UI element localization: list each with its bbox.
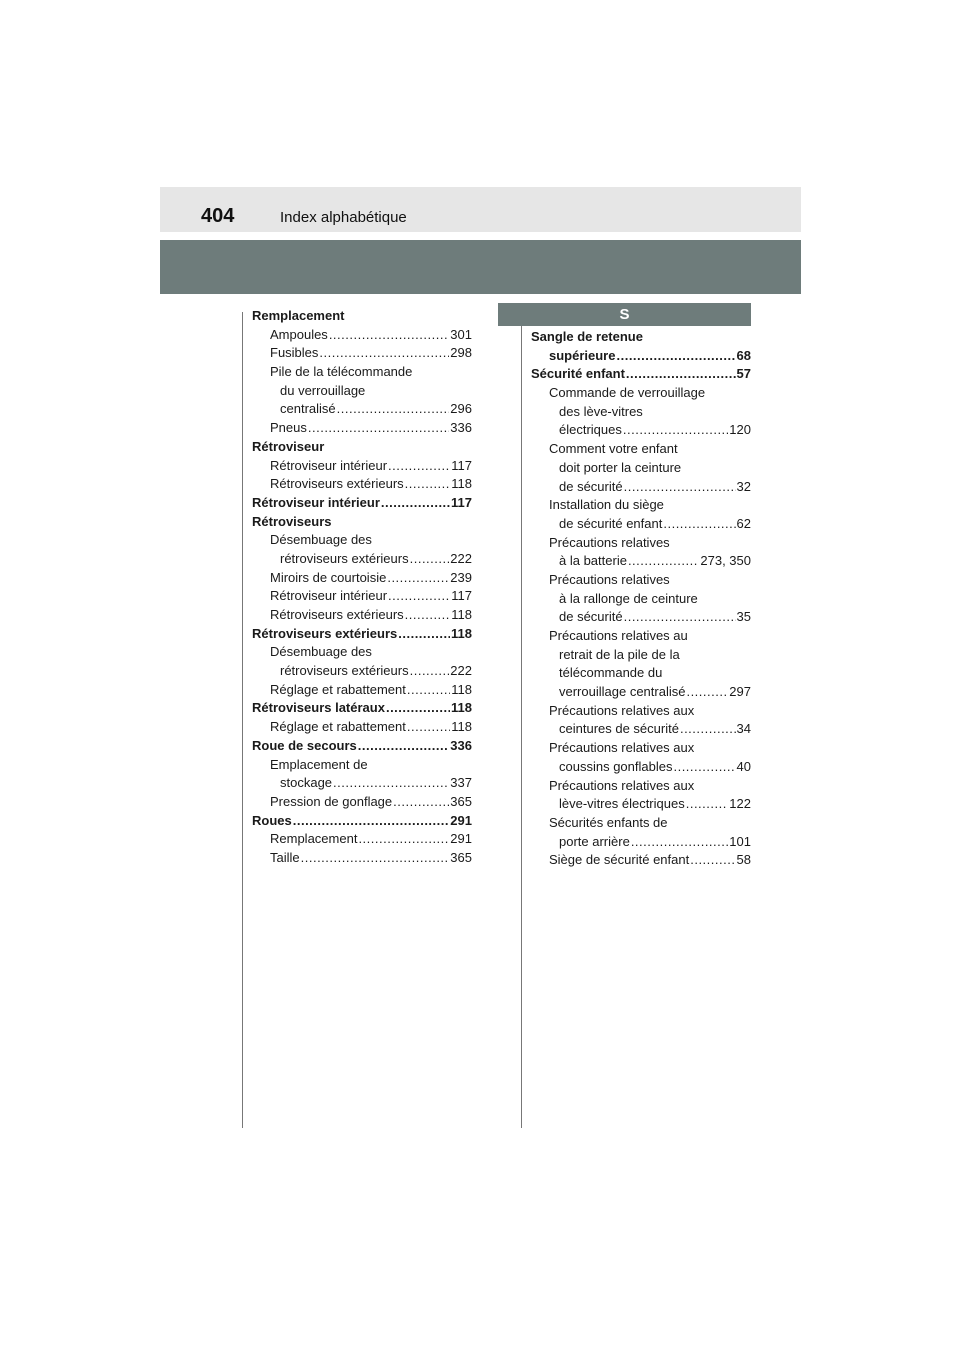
index-page-ref: 118 bbox=[451, 625, 472, 641]
index-entry bbox=[531, 702, 751, 721]
index-term: Rétroviseur bbox=[252, 438, 325, 454]
index-entry bbox=[252, 793, 472, 812]
index-page-ref: 336 bbox=[450, 420, 472, 436]
index-entry bbox=[531, 328, 751, 347]
dot-leader bbox=[358, 737, 450, 756]
index-entry bbox=[531, 403, 751, 422]
index-page-ref: 365 bbox=[450, 849, 472, 865]
index-page-ref: 118 bbox=[451, 476, 472, 492]
index-term: Précautions relatives bbox=[549, 571, 670, 587]
index-entry bbox=[531, 515, 751, 534]
index-entry bbox=[252, 475, 472, 494]
index-entry bbox=[531, 496, 751, 515]
index-page-ref: 120 bbox=[729, 422, 751, 438]
index-entry bbox=[252, 718, 472, 737]
index-entry bbox=[531, 459, 751, 478]
index-term: Rétroviseur intérieur bbox=[270, 588, 388, 604]
index-term: Rétroviseurs extérieurs bbox=[270, 607, 404, 622]
index-term: Pression de gonflage bbox=[270, 793, 393, 809]
index-term: Précautions relatives aux bbox=[549, 740, 695, 756]
index-term: Remplacement bbox=[270, 831, 358, 847]
index-term: Comment votre enfant bbox=[549, 441, 678, 457]
index-page-ref: 117 bbox=[451, 457, 472, 473]
index-entry bbox=[252, 737, 472, 756]
index-term: Taille bbox=[270, 849, 300, 865]
index-page-ref: 365 bbox=[450, 793, 472, 809]
dot-leader bbox=[673, 758, 735, 777]
index-term: Sangle de retenue bbox=[531, 329, 643, 344]
dot-leader bbox=[386, 699, 450, 718]
index-entry bbox=[531, 552, 751, 571]
dot-leader bbox=[407, 681, 450, 700]
index-term: Précautions relatives bbox=[549, 534, 670, 550]
index-entry bbox=[531, 478, 751, 497]
index-entry bbox=[252, 643, 472, 662]
dot-leader bbox=[663, 515, 735, 534]
index-entry bbox=[531, 683, 751, 702]
index-term: Roue de secours bbox=[252, 737, 357, 753]
dot-leader bbox=[626, 365, 736, 384]
index-entry bbox=[252, 438, 472, 457]
index-entry bbox=[252, 550, 472, 569]
index-term: coussins gonflables bbox=[559, 758, 673, 774]
dot-leader bbox=[329, 326, 449, 345]
index-term: Désembuage des bbox=[270, 644, 372, 660]
index-entry bbox=[531, 739, 751, 758]
index-entry bbox=[252, 774, 472, 793]
index-entry bbox=[531, 646, 751, 665]
index-entry bbox=[531, 814, 751, 833]
dot-leader bbox=[301, 849, 450, 868]
dot-leader bbox=[631, 833, 728, 852]
index-page-ref: 117 bbox=[451, 588, 472, 604]
index-page-ref: 301 bbox=[450, 326, 472, 342]
index-term: Rétroviseurs bbox=[252, 513, 332, 529]
index-entry bbox=[531, 664, 751, 683]
index-term: stockage bbox=[280, 775, 333, 791]
dot-leader bbox=[686, 683, 728, 702]
index-term: Réglage et rabattement bbox=[270, 719, 406, 735]
index-term: ceintures de sécurité bbox=[559, 721, 679, 737]
index-term: doit porter la ceinture bbox=[559, 459, 682, 475]
dot-leader bbox=[624, 478, 736, 497]
index-term: Sécurité enfant bbox=[531, 366, 625, 382]
index-page-ref: 117 bbox=[451, 494, 472, 510]
index-page-ref: 58 bbox=[736, 852, 751, 868]
dot-leader bbox=[405, 606, 451, 625]
index-entry bbox=[252, 830, 472, 849]
index-entry bbox=[252, 606, 472, 625]
index-page-ref: 40 bbox=[736, 758, 751, 774]
index-term: Rétroviseurs latéraux bbox=[252, 700, 385, 716]
index-term: Rétroviseur intérieur bbox=[270, 457, 388, 473]
index-entry bbox=[252, 812, 472, 831]
index-term: des lève-vitres bbox=[559, 403, 643, 419]
page-number: 404 bbox=[201, 205, 235, 227]
index-page-ref: 62 bbox=[736, 515, 751, 531]
index-page-ref: 337 bbox=[450, 775, 472, 791]
index-term: de sécurité bbox=[559, 478, 623, 494]
index-page-ref: 118 bbox=[451, 681, 472, 697]
index-page-ref: 336 bbox=[450, 737, 472, 753]
index-term: supérieure bbox=[549, 347, 616, 363]
index-entry bbox=[252, 531, 472, 550]
index-page-ref: 296 bbox=[450, 401, 472, 417]
index-entry bbox=[531, 608, 751, 627]
index-entry bbox=[531, 347, 751, 366]
index-term: électriques bbox=[559, 422, 622, 438]
index-entry bbox=[531, 758, 751, 777]
index-entry bbox=[252, 363, 472, 382]
index-entry bbox=[252, 587, 472, 606]
index-entry bbox=[531, 627, 751, 646]
index-term: Précautions relatives aux bbox=[549, 702, 695, 718]
index-entry bbox=[252, 344, 472, 363]
index-entry bbox=[252, 307, 472, 326]
column-divider-left bbox=[242, 312, 243, 1128]
index-term: Pile de la télécommande bbox=[270, 364, 413, 380]
index-term: retrait de la pile de la bbox=[559, 646, 680, 662]
index-page-ref: 118 bbox=[451, 719, 472, 735]
index-entry bbox=[252, 756, 472, 775]
index-entry bbox=[531, 795, 751, 814]
index-entry bbox=[252, 662, 472, 681]
dot-leader bbox=[628, 552, 699, 571]
index-page-ref: 118 bbox=[451, 607, 472, 622]
index-entry bbox=[252, 849, 472, 868]
section-letter-heading: S bbox=[498, 303, 751, 326]
dot-leader bbox=[308, 419, 449, 438]
index-entry bbox=[531, 421, 751, 440]
index-page-ref: 35 bbox=[736, 609, 751, 625]
index-term: du verrouillage bbox=[280, 382, 366, 398]
index-page-ref: 101 bbox=[729, 833, 751, 849]
index-term: à la rallonge de ceinture bbox=[559, 590, 698, 606]
dot-leader bbox=[398, 625, 450, 644]
index-term: Réglage et rabattement bbox=[270, 681, 406, 697]
index-entry bbox=[531, 833, 751, 852]
index-term: lève-vitres électriques bbox=[559, 796, 685, 812]
index-page-ref: 32 bbox=[736, 478, 751, 494]
index-entry bbox=[252, 457, 472, 476]
index-term: Désembuage des bbox=[270, 532, 372, 548]
index-term: de sécurité enfant bbox=[559, 515, 663, 531]
index-entry bbox=[252, 494, 472, 513]
index-entry bbox=[252, 681, 472, 700]
index-page-ref: 222 bbox=[450, 550, 472, 566]
index-entry bbox=[531, 720, 751, 739]
index-column-right bbox=[531, 328, 751, 870]
index-entry bbox=[252, 699, 472, 718]
dot-leader bbox=[388, 457, 450, 476]
section-title: Index alphabétique bbox=[280, 209, 407, 226]
index-page-ref: 34 bbox=[736, 721, 751, 737]
index-entry bbox=[252, 419, 472, 438]
index-term: de sécurité bbox=[559, 609, 623, 625]
index-term: centralisé bbox=[280, 401, 336, 417]
index-entry bbox=[252, 513, 472, 532]
dot-leader bbox=[337, 400, 450, 419]
index-term: Sécurités enfants de bbox=[549, 814, 668, 830]
index-term: Pneus bbox=[270, 420, 307, 436]
index-entry bbox=[531, 384, 751, 403]
dot-leader bbox=[393, 793, 449, 812]
index-page-ref: 291 bbox=[450, 831, 472, 847]
index-page-ref: 298 bbox=[450, 345, 472, 361]
index-page-ref: 273, 350 bbox=[700, 553, 751, 569]
index-entry bbox=[531, 851, 751, 870]
dot-leader bbox=[333, 774, 449, 793]
index-term: rétroviseurs extérieurs bbox=[280, 550, 409, 566]
index-entry bbox=[252, 326, 472, 345]
dot-leader bbox=[319, 344, 449, 363]
header-band bbox=[160, 240, 801, 294]
dot-leader bbox=[358, 830, 449, 849]
index-term: télécommande du bbox=[559, 665, 663, 681]
index-term: Miroirs de courtoisie bbox=[270, 569, 387, 585]
index-entry bbox=[252, 400, 472, 419]
index-page-ref: 222 bbox=[450, 663, 472, 679]
index-term: porte arrière bbox=[559, 833, 630, 849]
column-divider-right bbox=[521, 312, 522, 1128]
index-term: Rétroviseur intérieur bbox=[252, 494, 380, 510]
index-page-ref: 68 bbox=[736, 347, 751, 363]
index-entry bbox=[531, 365, 751, 384]
dot-leader bbox=[410, 662, 450, 681]
index-term: verrouillage centralisé bbox=[559, 684, 686, 700]
index-entry bbox=[531, 534, 751, 553]
dot-leader bbox=[293, 812, 450, 831]
index-term: Installation du siège bbox=[549, 497, 664, 513]
index-column-left bbox=[252, 307, 472, 868]
index-entry bbox=[531, 440, 751, 459]
index-term: rétroviseurs extérieurs bbox=[280, 663, 409, 679]
index-entry bbox=[531, 590, 751, 609]
index-term: Remplacement bbox=[252, 308, 345, 323]
dot-leader bbox=[680, 720, 736, 739]
index-page-ref: 297 bbox=[729, 684, 751, 700]
index-term: Ampoules bbox=[270, 326, 328, 342]
index-entry bbox=[252, 382, 472, 401]
index-page-ref: 239 bbox=[450, 569, 472, 585]
index-entry bbox=[252, 625, 472, 644]
dot-leader bbox=[624, 608, 736, 627]
dot-leader bbox=[616, 347, 735, 366]
index-term: Précautions relatives aux bbox=[549, 777, 695, 793]
index-term: Fusibles bbox=[270, 345, 319, 361]
index-entry bbox=[252, 569, 472, 588]
index-term: Commande de verrouillage bbox=[549, 385, 706, 401]
index-term: Roues bbox=[252, 812, 292, 828]
dot-leader bbox=[623, 421, 728, 440]
dot-leader bbox=[381, 494, 450, 513]
index-term: Précautions relatives au bbox=[549, 628, 688, 643]
dot-leader bbox=[387, 569, 449, 588]
index-page-ref: 118 bbox=[451, 700, 472, 716]
dot-leader bbox=[690, 851, 735, 870]
dot-leader bbox=[410, 550, 450, 569]
dot-leader bbox=[407, 718, 450, 737]
index-term: Siège de sécurité enfant bbox=[549, 852, 690, 868]
dot-leader bbox=[405, 475, 451, 494]
index-term: à la batterie bbox=[559, 553, 627, 569]
index-term: Rétroviseurs extérieurs bbox=[252, 625, 398, 641]
index-page-ref: 57 bbox=[736, 366, 751, 382]
index-term: Rétroviseurs extérieurs bbox=[270, 476, 404, 492]
index-page-ref: 291 bbox=[450, 812, 472, 828]
index-entry bbox=[531, 777, 751, 796]
header-bar bbox=[160, 187, 801, 232]
dot-leader bbox=[686, 795, 729, 814]
index-page-ref: 122 bbox=[729, 796, 751, 812]
index-term: Emplacement de bbox=[270, 756, 368, 772]
index-entry bbox=[531, 571, 751, 590]
dot-leader bbox=[388, 587, 450, 606]
